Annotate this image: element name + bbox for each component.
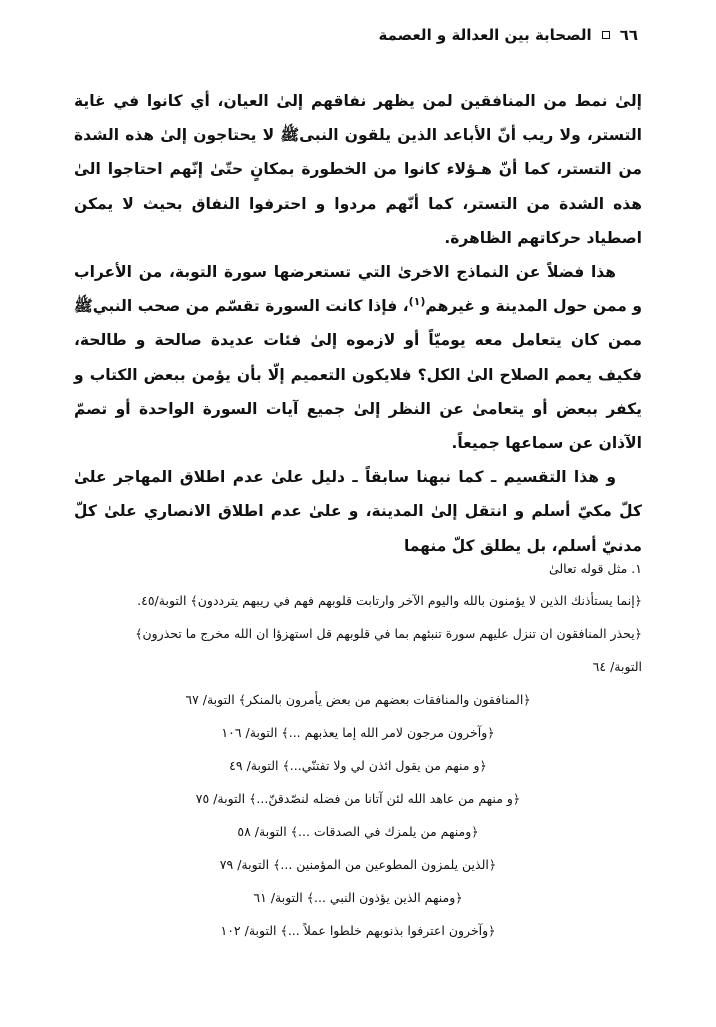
footnote-line: التوبة/ ٦٤ bbox=[592, 659, 642, 674]
page-number: ٦٦ bbox=[619, 26, 638, 44]
footnote-line: ﴿وآخرون اعترفوا بذنوبهم خلطوا عملاً ...﴾ التوبة/ ١٠٢ bbox=[220, 923, 496, 938]
footnote-line: ﴿و منهم من عاهد الله لئن آتانا من فضله لنصّدقنّ...﴾ التوبة/ ٧٥ bbox=[195, 791, 521, 806]
paragraph-2-part-1: هذا فضلاً عن النماذج الاخریٰ التي تستعرضها سورة التوبة، من الأعراب و ممن حول المدینة و غیرهم bbox=[74, 263, 642, 316]
footnote-line: ﴿ومنهم من یلمزك في الصدقات ...﴾ التوبة/ ٥٨ bbox=[237, 824, 479, 839]
footnote-line: ﴿و منهم من یقول ائذن لي ولا تفتنّي...﴾ التوبة/ ٤٩ bbox=[229, 758, 487, 773]
footnote-line: ﴿المنافقون والمنافقات بعضهم من بعض یأمرون بالمنکر﴾ التوبة/ ٦٧ bbox=[185, 692, 531, 707]
footnotes bbox=[74, 554, 642, 947]
footnote-reference[interactable]: (١) bbox=[408, 295, 426, 309]
paragraph-2-part-2: ، فإذا کانت السورة تقسّم من صحب النبيﷺ ممن کان یتعامل معه یومیّاً أو لازموه إلیٰ فئات عدیدة صالحة و طالحة، فکیف یعمم الصلاح الیٰ الکل؟ فلایکون التعمیم إلّا بأن یؤمن ببعض الکتاب و یکفر ببعض أو یتعامیٰ عن النظر إلیٰ جمیع آیات السورة الواحدة أو تصمّ الآذان عن سماعها جمیعاً. bbox=[74, 297, 642, 453]
footnote-line: ﴿ومنهم الذین یؤذون النبي ...﴾ التوبة/ ٦١ bbox=[253, 890, 463, 905]
footnote-line: ﴿إنما یستأذنك الذین لا یؤمنون بالله والیوم الآخر وارتابت قلوبهم فهم في ریبهم یترددون﴾ التوبة/٤٥. bbox=[137, 593, 642, 608]
paragraph-3: و هذا التقسیم ـ کما نبهنا سابقاً ـ دلیل علیٰ عدم اطلاق المهاجر علیٰ کلّ مکيّ أسلم و انتقل إلیٰ المدینة، و علیٰ عدم اطلاق الانصاري علیٰ کلّ مدنيّ أسلم، بل یطلق کلّ منهما bbox=[74, 468, 642, 555]
paragraph-2 bbox=[74, 255, 642, 460]
footnote-intro: ١. مثل قوله تعالیٰ bbox=[548, 561, 642, 576]
header-separator-square-icon bbox=[602, 31, 610, 39]
footnote-line: ﴿وآخرون مرجون لامر الله إما یعذبهم ...﴾ التوبة/ ١٠٦ bbox=[221, 725, 495, 740]
footnote-line: ﴿یحذر المنافقون ان تنزل علیهم سورة تنبئهم بما في قلوبهم قل استهزؤا ان الله مخرج ما تحذرون﴾ bbox=[135, 626, 642, 641]
footnote-line: ﴿الذین یلمزون المطوعین من المؤمنین ...﴾ التوبة/ ٧٩ bbox=[219, 857, 497, 872]
paragraph-1: إلیٰ نمط من المنافقین لمن یظهر نفاقهم إلیٰ العیان، أي کانوا في غایة التستر، ولا ریب أنّ الأباعد الذین یلقون النبیﷺ لا یحتاجون إلیٰ هذه الشدة من التستر، کما أنّ هـؤلاء کانوا من الخطورة بمکانٍ حتّیٰ إنّهم احتاجوا الیٰ هذه الشدة من التستر، کما أنّهم مردوا و احترفوا النفاق بحیث لا یمکن اصطیاد حرکاتهم الظاهرة. bbox=[74, 92, 642, 247]
running-header bbox=[379, 26, 638, 44]
book-title: الصحابة بين العدالة و العصمة bbox=[378, 26, 592, 44]
main-text bbox=[74, 84, 642, 563]
